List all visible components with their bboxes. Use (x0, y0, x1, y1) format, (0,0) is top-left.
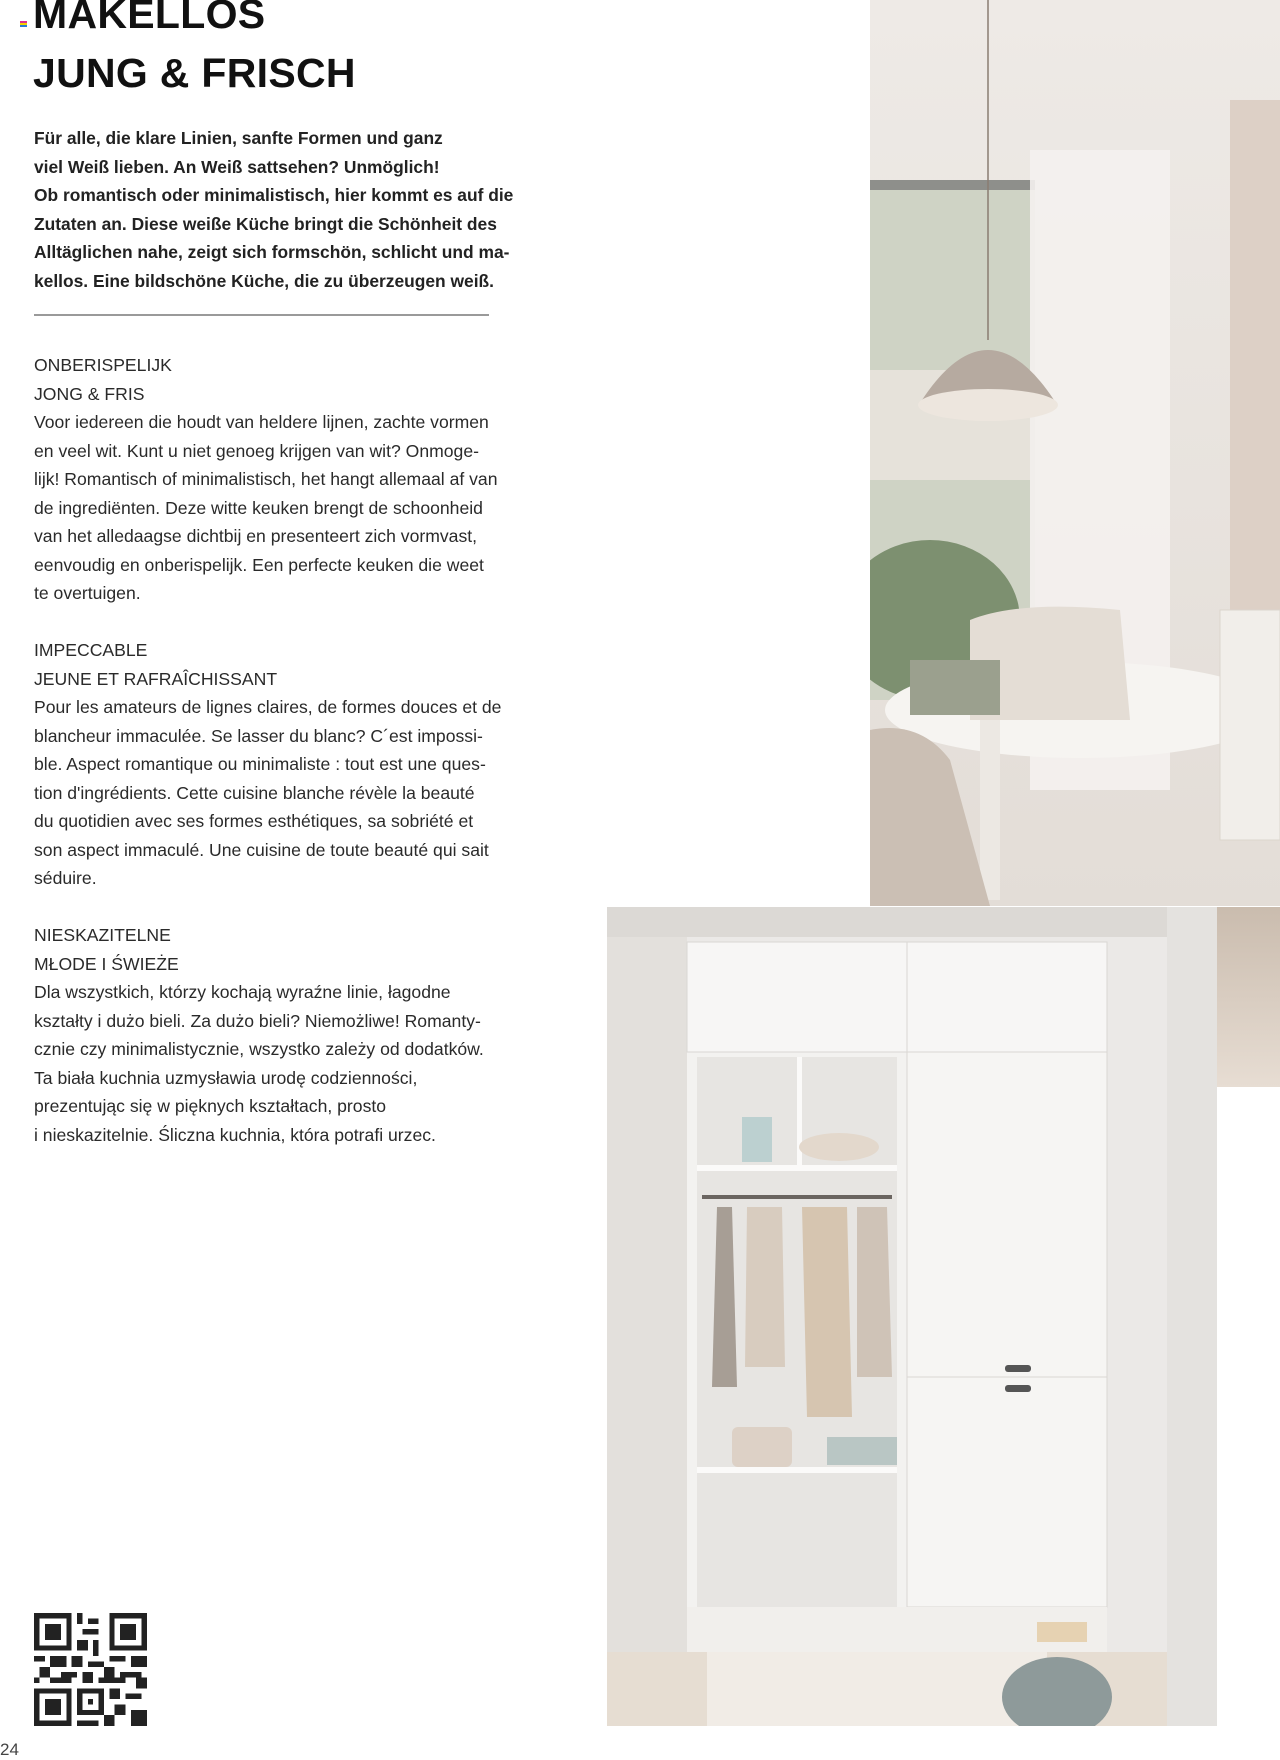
dining-room-photo (870, 0, 1280, 906)
text-line: kształty i dużo bieli. Za dużo bieli? Niemożliwe! Romanty- (34, 1010, 481, 1031)
text-line: Pour les amateurs de lignes claires, de formes douces et de (34, 697, 502, 717)
text-line: i nieskazitelnie. Śliczna kuchnia, która potrafi urzec. (34, 1124, 436, 1145)
text-line: te overtuigen. (34, 583, 141, 603)
text-line: tion d'ingrédients. Cette cuisine blanche révèle la beauté (34, 782, 475, 803)
page-number: 24 (0, 1740, 19, 1759)
wardrobe-photo (607, 907, 1217, 1726)
text-line: eenvoudig en onberispelijk. Een perfecte keuken die weet (34, 554, 484, 575)
text-line: Ob romantisch oder minimalistisch, hier kommt es auf die (34, 185, 514, 205)
section-heading: IMPECCABLE (34, 640, 148, 660)
section-subheading: MŁODE I ŚWIEŻE (34, 953, 179, 974)
text-line: lijk! Romantisch of minimalistisch, het hangt allemaal af van (34, 469, 498, 489)
section-french (34, 636, 501, 893)
text-line: Voor iedereen die houdt van heldere lijnen, zachte vormen (34, 412, 489, 432)
text-line: du quotidien avec ses formes esthétiques, sa sobriété et (34, 811, 474, 831)
text-line: Ta biała kuchnia uzmysławia urodę codzienności, (34, 1067, 418, 1088)
text-line: blancheur immaculée. Se lasser du blanc? C´est impossi- (34, 725, 483, 746)
section-heading: ONBERISPELIJK (34, 355, 172, 375)
text-line: en veel wit. Kunt u niet genoeg krijgen van wit? Onmoge- (34, 440, 479, 461)
section-dutch (34, 351, 498, 608)
text-line: de ingrediënten. Deze witte keuken brengt de schoonheid (34, 497, 483, 518)
section-polish (34, 921, 484, 1149)
text-line: viel Weiß lieben. An Weiß sattsehen? Unmöglich! (34, 156, 440, 177)
print-color-marks (20, 21, 27, 27)
text-line: son aspect immaculé. Une cuisine de toute beauté qui sait (34, 839, 489, 860)
page-title-line2: JUNG & FRISCH (33, 50, 356, 96)
section-subheading: JONG & FRIS (34, 383, 145, 404)
text-line: prezentując się w pięknych kształtach, prosto (34, 1096, 387, 1116)
divider (34, 314, 489, 316)
section-heading: NIESKAZITELNE (34, 925, 171, 945)
section-subheading: JEUNE ET RAFRAÎCHISSANT (34, 668, 278, 689)
text-line: Alltäglichen nahe, zeigt sich formschön, schlicht und ma- (34, 242, 510, 262)
text-line: cznie czy minimalistycznie, wszystko zależy od dodatków. (34, 1039, 484, 1059)
page-title-line1: MAKELLOS (33, 0, 266, 37)
qr-code[interactable] (34, 1613, 147, 1726)
intro-german (34, 124, 513, 295)
text-line: Dla wszystkich, którzy kochają wyraźne linie, łagodne (34, 982, 451, 1002)
text-line: ble. Aspect romantique ou minimaliste : tout est une ques- (34, 754, 486, 774)
text-line: kellos. Eine bildschöne Küche, die zu überzeugen weiß. (34, 270, 494, 291)
side-photo-strip (1217, 907, 1280, 1087)
text-line: Zutaten an. Diese weiße Küche bringt die Schönheit des (34, 213, 497, 234)
text-line: Für alle, die klare Linien, sanfte Formen und ganz (34, 128, 443, 148)
text-line: van het alledaagse dichtbij en presenteert zich vormvast, (34, 526, 478, 546)
text-line: séduire. (34, 868, 97, 888)
